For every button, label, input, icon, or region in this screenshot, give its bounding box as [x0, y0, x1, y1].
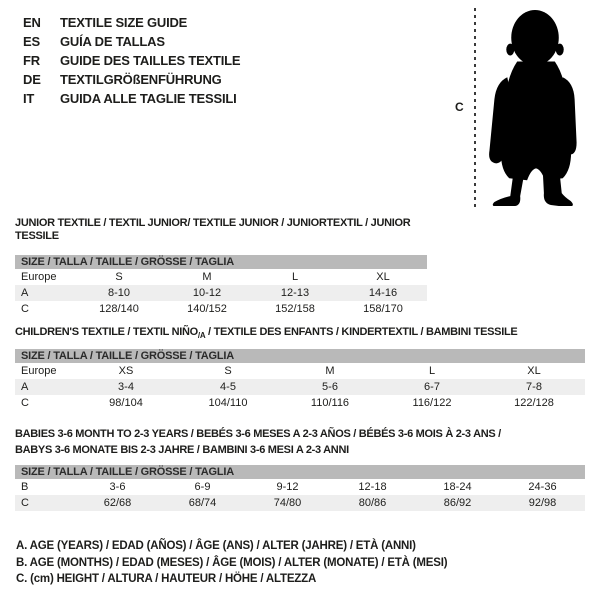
table-row-europe: [15, 363, 585, 379]
size-header-row: [15, 349, 585, 363]
height-dashed-line: [474, 8, 476, 207]
size-cell: L: [291, 271, 299, 283]
size-header-label: SIZE / TALLA / TAILLE / GRÖSSE / TAGLIA: [21, 466, 235, 478]
row-label: C: [21, 497, 29, 509]
childrens-textile-section: [15, 326, 585, 411]
months-cell: 24-36: [528, 481, 557, 493]
height-cell: 110/116: [310, 397, 350, 410]
language-title-list: [23, 13, 240, 108]
babies-section-title: [15, 426, 585, 458]
row-label: C: [21, 397, 29, 410]
height-measure-label: C: [455, 100, 464, 114]
months-cell: 6-9: [194, 481, 211, 493]
lang-code: FR: [23, 53, 40, 68]
table-row-height: [15, 301, 427, 317]
height-cell: 80/86: [358, 497, 387, 509]
table-row-age: [15, 379, 585, 395]
height-cell: 68/74: [188, 497, 217, 509]
legend-footnotes: [16, 538, 447, 588]
babies-size-table: [15, 465, 585, 511]
footnote-c: C. (cm) HEIGHT / ALTURA / HAUTEUR / HÖHE / ALTEZZA: [16, 573, 317, 585]
size-cell: XL: [527, 365, 541, 378]
height-cell: 152/158: [275, 303, 315, 315]
childrens-section-title: [15, 326, 585, 342]
lang-title: TEXTILE SIZE GUIDE: [60, 15, 188, 30]
height-cell: 62/68: [103, 497, 132, 509]
height-cell: 128/140: [99, 303, 139, 315]
babies-textile-section: [15, 426, 585, 511]
title-line-2: BABYS 3-6 MONATE BIS 2-3 JAHRE / BAMBINI 3-6 MESI A 2-3 ANNI: [15, 444, 349, 456]
months-cell: 9-12: [276, 481, 299, 493]
row-label: C: [21, 303, 29, 315]
months-cell: 3-6: [109, 481, 126, 493]
lang-row-en: [23, 13, 240, 32]
title-line-1: BABIES 3-6 MONTH TO 2-3 YEARS / BEBÉS 3-6 MESES A 2-3 AÑOS / BÉBÉS 3-6 MOIS À 2-3 ANS /: [15, 428, 501, 440]
size-header-row: [15, 255, 427, 269]
row-label: A: [21, 381, 29, 394]
age-cell: 7-8: [526, 381, 542, 394]
months-cell: 18-24: [443, 481, 472, 493]
height-cell: 158/170: [363, 303, 403, 315]
table-row-age: [15, 285, 427, 301]
size-cell: M: [325, 365, 335, 378]
lang-row-fr: [23, 51, 240, 70]
junior-section-title: JUNIOR TEXTILE / TEXTIL JUNIOR/ TEXTILE JUNIOR / JUNIORTEXTIL / JUNIOR TESSILE: [15, 217, 411, 242]
size-header-label: SIZE / TALLA / TAILLE / GRÖSSE / TAGLIA: [21, 256, 235, 268]
lang-row-de: [23, 70, 240, 89]
size-cell: L: [428, 365, 436, 378]
months-cell: 12-18: [358, 481, 387, 493]
lang-title: GUÍA DE TALLAS: [60, 34, 165, 49]
height-cell: 122/128: [514, 397, 554, 410]
lang-title: TEXTILGRÖßENFÜHRUNG: [60, 72, 222, 87]
footnote-b: B. AGE (MONTHS) / EDAD (MESES) / ÂGE (MOIS) / ALTER (MONATE) / ETÀ (MESI): [16, 556, 448, 569]
lang-code: EN: [23, 15, 41, 30]
lang-row-it: [23, 89, 240, 108]
row-label: B: [21, 481, 29, 493]
childrens-size-table: [15, 349, 585, 411]
height-cell: 140/152: [187, 303, 227, 315]
age-cell: 12-13: [280, 287, 310, 299]
lang-title: GUIDE DES TAILLES TEXTILE: [60, 53, 241, 68]
table-row-height: [15, 395, 585, 411]
age-cell: 8-10: [107, 287, 131, 299]
size-cell: XS: [118, 365, 134, 378]
table-row-months: [15, 479, 585, 495]
footnote-a: A. AGE (YEARS) / EDAD (AÑOS) / ÂGE (ANS) / ALTER (JAHRE) / ETÀ (ANNI): [16, 540, 416, 552]
age-cell: 5-6: [322, 381, 338, 394]
row-label: Europe: [21, 365, 57, 378]
age-cell: 10-12: [192, 287, 222, 299]
table-row-height: [15, 495, 585, 511]
title-part: / TEXTILE DES ENFANTS / KINDERTEXTIL / BAMBINI TESSILE: [205, 326, 518, 338]
title-subscript: /A: [197, 331, 206, 341]
size-cell: S: [115, 271, 123, 283]
size-header-row: [15, 465, 585, 479]
age-cell: 3-4: [118, 381, 134, 394]
height-cell: 98/104: [109, 397, 143, 410]
height-cell: 92/98: [528, 497, 557, 509]
height-cell: 74/80: [273, 497, 302, 509]
size-cell: XL: [376, 271, 390, 283]
age-cell: 6-7: [424, 381, 440, 394]
age-cell: 14-16: [368, 287, 398, 299]
age-cell: 4-5: [220, 381, 236, 394]
junior-size-table: [15, 255, 427, 317]
junior-textile-section: [15, 217, 427, 317]
size-cell: M: [202, 271, 212, 283]
table-row-europe: [15, 269, 427, 285]
lang-code: ES: [23, 34, 40, 49]
lang-code: DE: [23, 72, 41, 87]
size-header-label: SIZE / TALLA / TAILLE / GRÖSSE / TAGLIA: [21, 350, 235, 363]
lang-code: IT: [23, 91, 35, 106]
lang-row-es: [23, 32, 240, 51]
height-cell: 86/92: [443, 497, 472, 509]
lang-title: GUIDA ALLE TAGLIE TESSILI: [60, 91, 237, 106]
size-cell: S: [224, 365, 232, 378]
row-label: Europe: [21, 271, 57, 283]
height-cell: 104/110: [208, 397, 248, 410]
title-part: CHILDREN'S TEXTILE / TEXTIL NIÑO: [15, 326, 198, 338]
row-label: A: [21, 287, 29, 299]
baby-silhouette-icon: [481, 8, 591, 206]
height-cell: 116/122: [412, 397, 452, 410]
